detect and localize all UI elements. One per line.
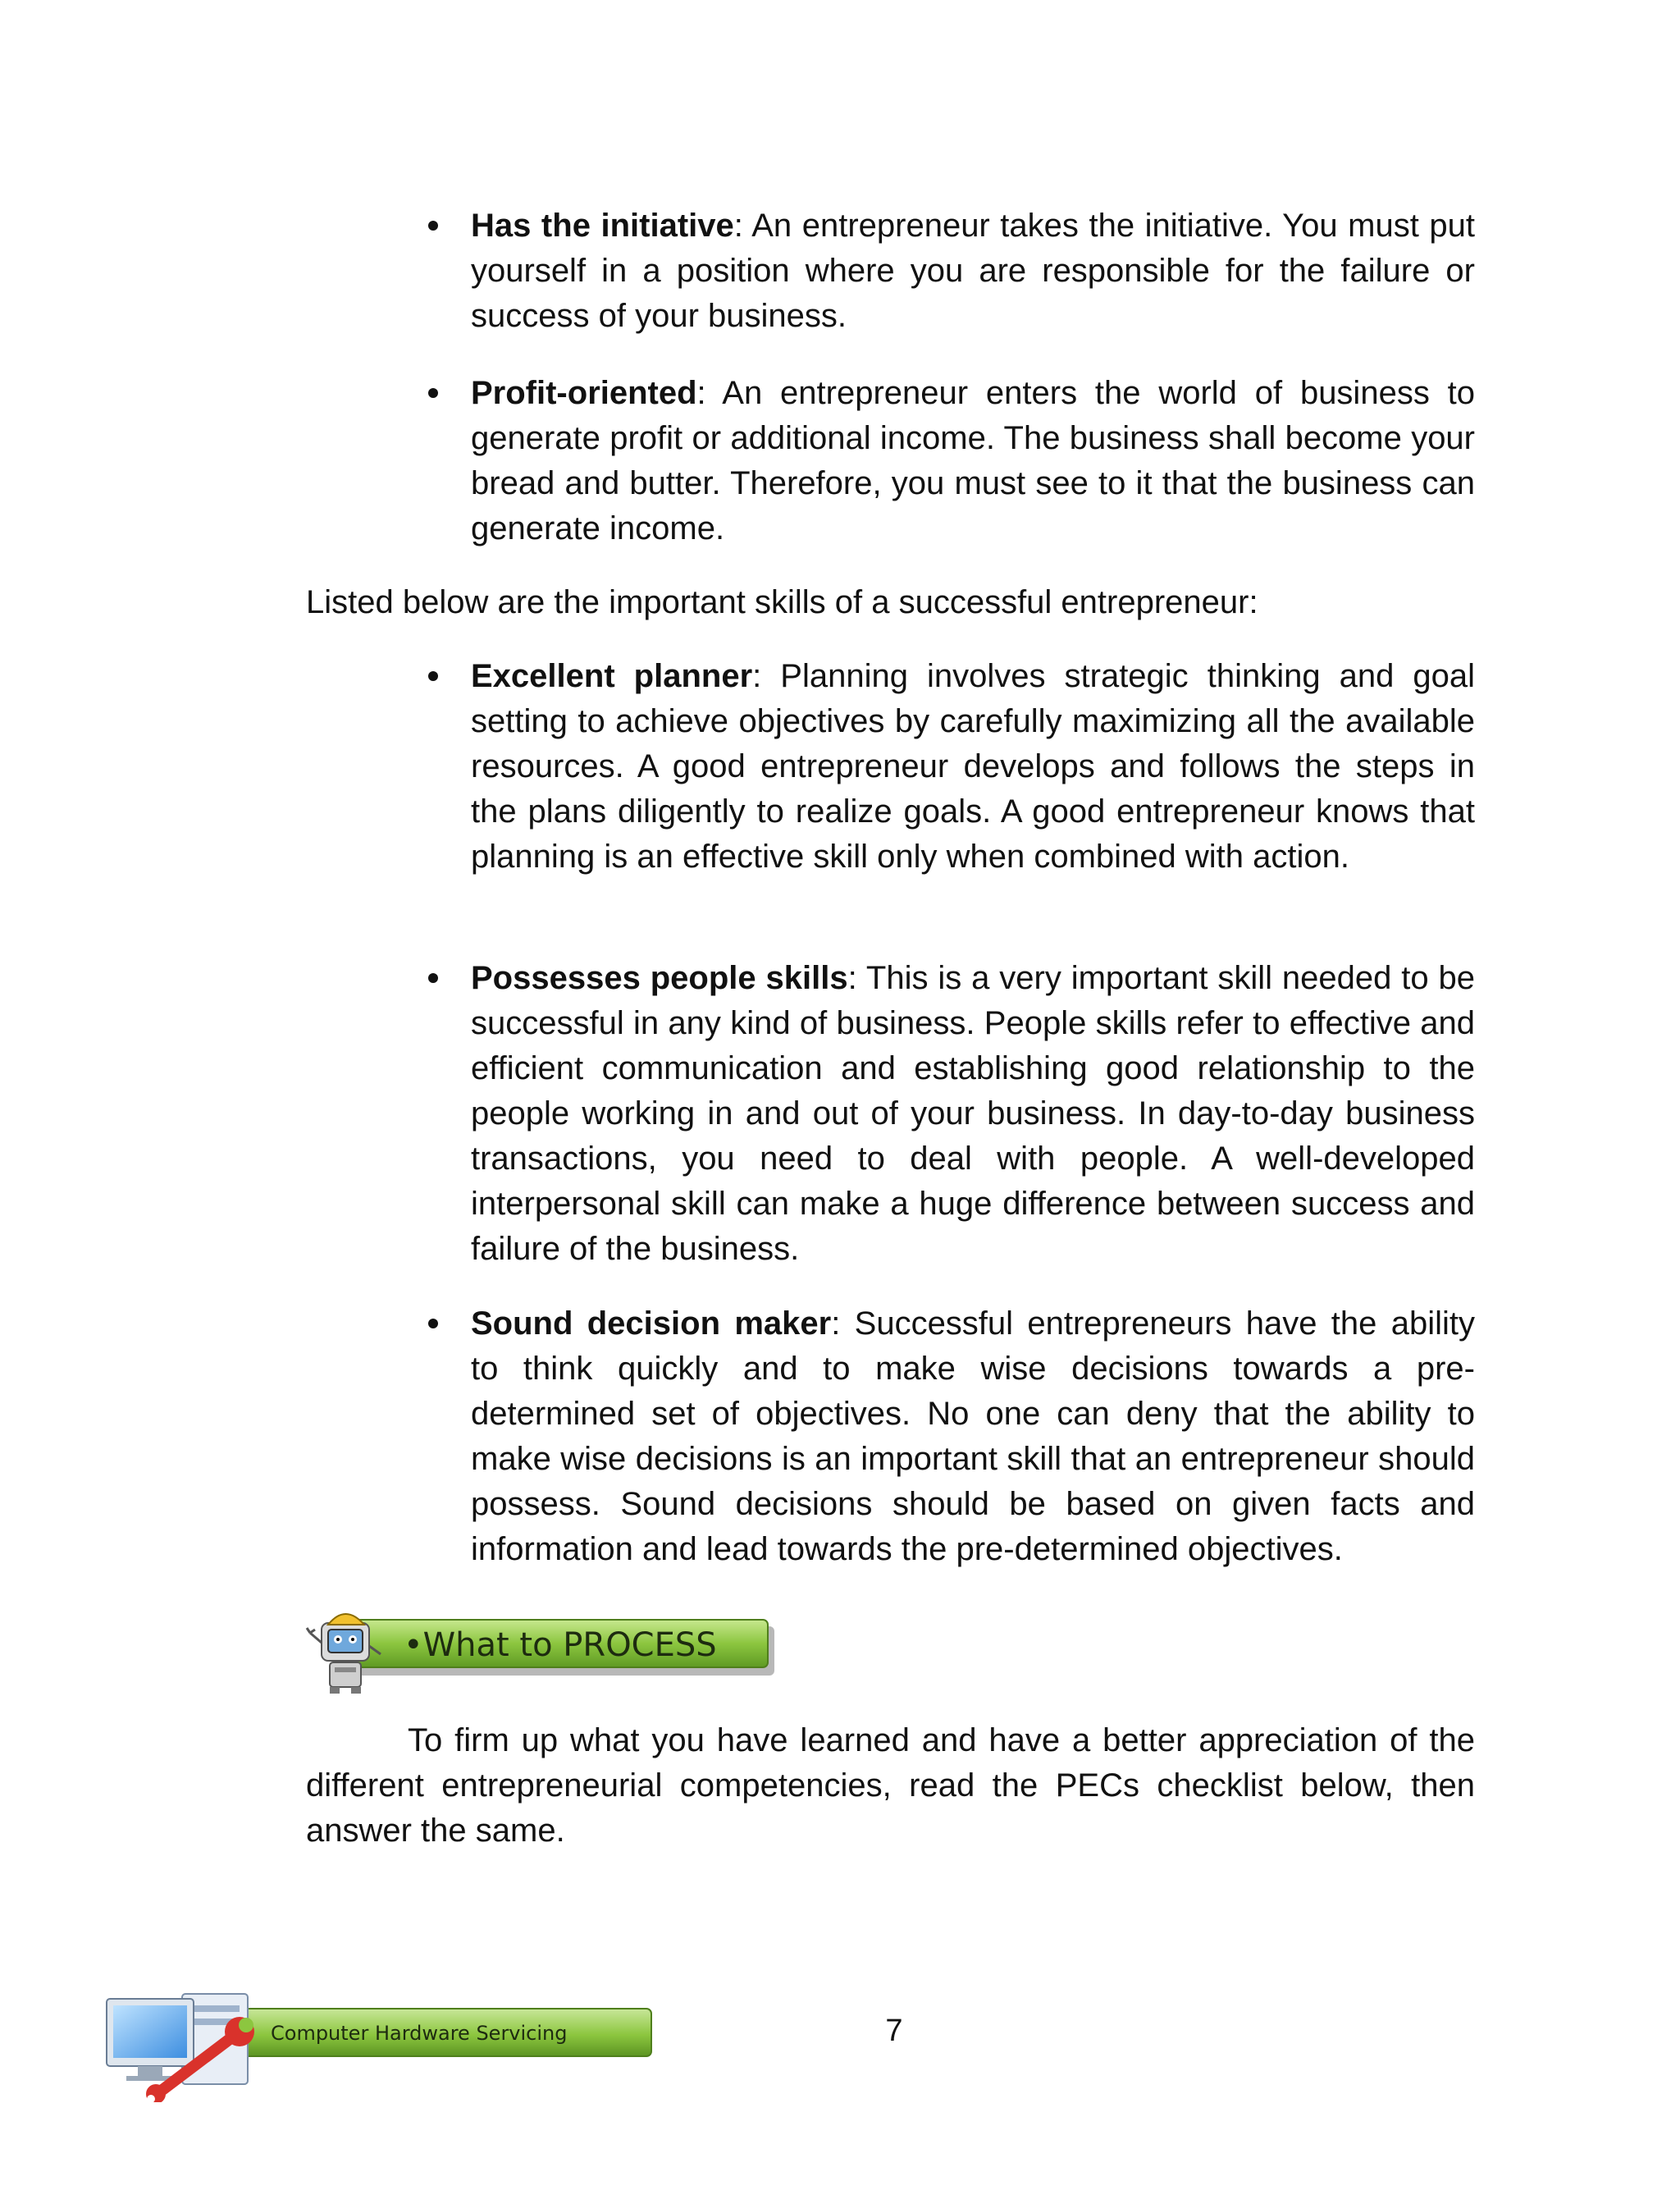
bullet-dot <box>428 221 438 231</box>
skill-excellent-planner <box>471 654 1475 880</box>
skill-decision-maker <box>471 1301 1475 1572</box>
bullet-paragraph <box>471 371 1475 551</box>
banner-label: •What to PROCESS <box>404 1626 717 1664</box>
bullet-term: Excellent planner <box>471 658 753 694</box>
bullet-dot <box>428 1319 438 1328</box>
skills-intro <box>306 580 1475 625</box>
bullet-has-initiative <box>471 203 1475 339</box>
bullet-paragraph <box>471 956 1475 1272</box>
bullet-text: : Successful entrepreneurs have the ability to think quickly and to make wise decisions towards a pre-determined set of objectives. No one can deny that the ability to make wise decisions is an important skill that an entrepreneur should possess. Sound decisions should be based on given facts and information and lead towards the pre-determined objectives. <box>471 1305 1476 1567</box>
bullet-paragraph <box>471 1301 1475 1572</box>
what-to-process-banner <box>305 1600 781 1699</box>
bullet-dot <box>428 671 438 681</box>
bullet-paragraph <box>471 654 1475 880</box>
bullet-paragraph <box>471 203 1475 339</box>
bullet-term: Has the initiative <box>471 208 734 244</box>
process-paragraph <box>306 1718 1475 1854</box>
bullet-dot <box>428 388 438 398</box>
skills-intro-text: Listed below are the important skills of a successful entrepreneur: <box>306 584 1258 620</box>
footer-logo <box>102 1987 660 2102</box>
footer-logo-label: Computer Hardware Servicing <box>271 2022 568 2045</box>
skill-people-skills <box>471 956 1475 1272</box>
process-paragraph-text: To firm up what you have learned and have a better appreciation of the different entrepreneurial competencies, read the PECs checklist below, then answer the same. <box>306 1722 1475 1849</box>
page-number: 7 <box>885 2014 903 2048</box>
bullet-text: : An entrepreneur enters the world of business to generate profit or additional income. The business shall become your bread and butter. Therefore, you must see to it that the business can generate income. <box>471 375 1475 546</box>
bullet-term: Sound decision maker <box>471 1305 832 1342</box>
bullet-dot <box>428 973 438 983</box>
bullet-profit-oriented <box>471 371 1475 551</box>
bullet-text: : This is a very important skill needed to be successful in any kind of business. People skills refer to effective and efficient communication and establishing good relationship to the people working in and out of your business. In day-to-day business transactions, you need to deal with people. A well-developed interpersonal skill can make a huge difference between success and failure of the business. <box>471 960 1476 1267</box>
bullet-text: : Planning involves strategic thinking and goal setting to achieve objectives by carefully maximizing all the available resources. A good entrepreneur develops and follows the steps in the plans diligently to realize goals. A good entrepreneur knows that planning is an effective skill only when combined with action. <box>471 658 1475 875</box>
bullet-term: Possesses people skills <box>471 960 848 996</box>
bullet-term: Profit-oriented <box>471 375 697 411</box>
bullet-text: : An entrepreneur takes the initiative. You must put yourself in a position where you are responsible for the failure or success of your business. <box>471 208 1475 334</box>
